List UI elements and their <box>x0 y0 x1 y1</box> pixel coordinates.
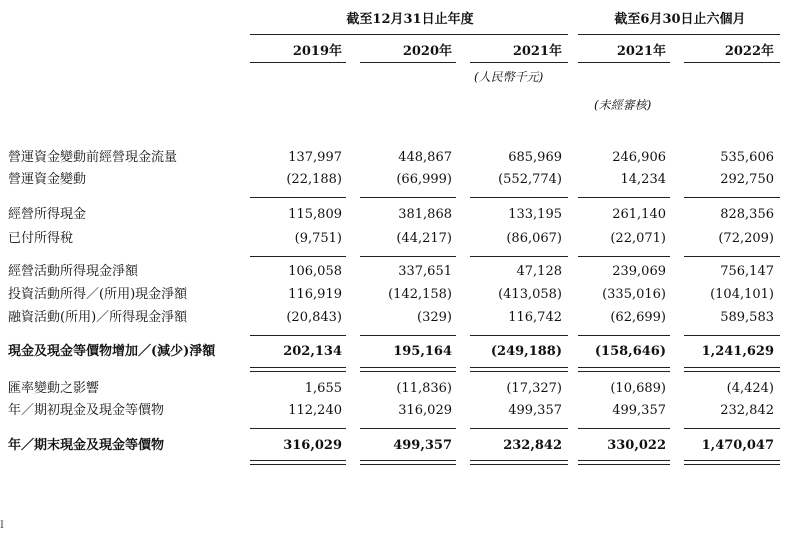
year-header-2021: 2021年 <box>512 44 562 59</box>
cell-2021: 116,742 <box>508 310 562 325</box>
table-row <box>0 308 800 328</box>
cell-2021-interim: (22,071) <box>610 231 666 246</box>
cell-2021-interim: 239,069 <box>612 264 666 279</box>
subtotal-rule <box>250 335 346 336</box>
cell-2019: 116,919 <box>288 287 342 302</box>
cell-2020: (11,836) <box>396 381 452 396</box>
subtotal-rule <box>578 197 670 198</box>
cell-2019: (22,188) <box>286 172 342 187</box>
unaudited-note: (未經審核) <box>594 98 652 112</box>
column-underline-2020 <box>360 62 456 63</box>
cell-2020: (142,158) <box>388 287 452 302</box>
row-label: 投資活動所得／(所用)現金淨額 <box>8 287 188 302</box>
subtotal-rule <box>470 335 568 336</box>
cell-2021-interim: 14,234 <box>620 172 666 187</box>
subtotal-rule <box>578 428 670 429</box>
table-row <box>0 170 800 190</box>
cell-2022-interim: 756,147 <box>720 264 774 279</box>
row-label: 已付所得稅 <box>8 231 74 246</box>
year-header-2020: 2020年 <box>402 44 452 59</box>
subtotal-rule <box>250 256 346 257</box>
subtotal-rule <box>360 428 456 429</box>
cell-2019: 202,134 <box>283 344 342 359</box>
cell-2022-interim: 828,356 <box>720 207 774 222</box>
row-label: 經營所得現金 <box>8 207 87 222</box>
cell-2020: 448,867 <box>398 150 452 165</box>
subtotal-rule <box>684 197 780 198</box>
subtotal-rule <box>250 197 346 198</box>
cell-2021: (552,774) <box>498 172 562 187</box>
table-row <box>0 379 800 399</box>
total-double-rule <box>470 460 568 465</box>
subtotal-rule <box>684 256 780 257</box>
row-label: 年／期初現金及現金等價物 <box>8 403 165 418</box>
group-underline-annual <box>250 34 568 35</box>
cell-2021: (249,188) <box>490 344 562 359</box>
column-underline-2021 <box>470 62 568 63</box>
subtotal-rule <box>684 335 780 336</box>
subtotal-rule <box>578 335 670 336</box>
cell-2022-interim: (72,209) <box>718 231 774 246</box>
subtotal-rule <box>250 428 346 429</box>
subtotal-rule <box>360 197 456 198</box>
table-row <box>0 401 800 421</box>
cell-2021: 133,195 <box>508 207 562 222</box>
cell-2022-interim: (104,101) <box>710 287 774 302</box>
year-header-2021-interim: 2021年 <box>616 44 666 59</box>
row-label: 營運資金變動前經營現金流量 <box>8 150 178 165</box>
cell-2020: 499,357 <box>393 438 452 453</box>
cell-2019: 137,997 <box>288 150 342 165</box>
cell-2021-interim: (335,016) <box>602 287 666 302</box>
cell-2021-interim: 499,357 <box>612 403 666 418</box>
cell-2022-interim: 1,470,047 <box>701 438 774 453</box>
cell-2022-interim: (4,424) <box>726 381 774 396</box>
total-double-rule <box>684 367 780 372</box>
total-double-rule <box>360 460 456 465</box>
table-row <box>0 262 800 282</box>
total-double-rule <box>360 367 456 372</box>
subtotal-rule <box>470 256 568 257</box>
cell-2021: (17,327) <box>506 381 562 396</box>
year-header-2019: 2019年 <box>292 44 342 59</box>
table-row <box>0 148 800 168</box>
cell-2021-interim: 330,022 <box>607 438 666 453</box>
cell-2019: (9,751) <box>294 231 342 246</box>
total-double-rule <box>250 367 346 372</box>
cell-2022-interim: 292,750 <box>720 172 774 187</box>
cell-2021: 232,842 <box>503 438 562 453</box>
cell-2021: 47,128 <box>516 264 562 279</box>
total-double-rule <box>470 367 568 372</box>
group-underline-interim <box>578 34 780 35</box>
cell-2021: (86,067) <box>506 231 562 246</box>
row-label: 匯率變動之影響 <box>8 381 100 396</box>
cell-2019: 106,058 <box>288 264 342 279</box>
cell-2019: 1,655 <box>304 381 342 396</box>
cell-2022-interim: 589,583 <box>720 310 774 325</box>
subtotal-rule <box>360 256 456 257</box>
cell-2019: (20,843) <box>286 310 342 325</box>
cell-2021: (413,058) <box>498 287 562 302</box>
cell-2021-interim: (62,699) <box>610 310 666 325</box>
cell-2019: 112,240 <box>288 403 342 418</box>
subtotal-rule <box>684 428 780 429</box>
group-header-interim: 截至6月30日止六個月 <box>614 12 746 27</box>
cell-2020: 195,164 <box>393 344 452 359</box>
total-double-rule <box>684 460 780 465</box>
total-double-rule <box>578 460 670 465</box>
cell-2020: 316,029 <box>398 403 452 418</box>
subtotal-rule <box>578 256 670 257</box>
column-underline-2021-interim <box>578 62 670 63</box>
table-row <box>0 436 800 456</box>
year-header-2022-interim: 2022年 <box>724 44 774 59</box>
cell-2020: (66,999) <box>396 172 452 187</box>
cell-2022-interim: 535,606 <box>720 150 774 165</box>
table-row <box>0 285 800 305</box>
group-header-annual: 截至12月31日止年度 <box>346 12 474 27</box>
cell-2021: 685,969 <box>508 150 562 165</box>
column-underline-2019 <box>250 62 346 63</box>
table-row <box>0 342 800 362</box>
subtotal-rule <box>360 335 456 336</box>
total-double-rule <box>578 367 670 372</box>
total-double-rule <box>250 460 346 465</box>
row-label: 營運資金變動 <box>8 172 87 187</box>
subtotal-rule <box>470 197 568 198</box>
subtotal-rule <box>470 428 568 429</box>
column-underline-2022-interim <box>684 62 780 63</box>
table-row <box>0 229 800 249</box>
cell-2021-interim: 246,906 <box>612 150 666 165</box>
table-row <box>0 205 800 225</box>
cell-2021: 499,357 <box>508 403 562 418</box>
row-label: 年／期末現金及現金等價物 <box>8 438 165 453</box>
cell-2022-interim: 232,842 <box>720 403 774 418</box>
cell-2021-interim: (10,689) <box>610 381 666 396</box>
cell-2020: 337,651 <box>398 264 452 279</box>
cell-2021-interim: 261,140 <box>612 207 666 222</box>
currency-note: (人民幣千元) <box>474 70 544 84</box>
page-edge-mark: I <box>0 520 4 531</box>
cell-2019: 316,029 <box>283 438 342 453</box>
cell-2020: 381,868 <box>398 207 452 222</box>
cell-2020: (329) <box>417 310 452 325</box>
cell-2020: (44,217) <box>396 231 452 246</box>
cell-2021-interim: (158,646) <box>594 344 666 359</box>
cell-2019: 115,809 <box>288 207 342 222</box>
row-label: 經營活動所得現金淨額 <box>8 264 139 279</box>
cell-2022-interim: 1,241,629 <box>701 344 774 359</box>
row-label: 現金及現金等價物增加／(減少)淨額 <box>8 344 216 359</box>
row-label: 融資活動(所用)／所得現金淨額 <box>8 310 188 325</box>
